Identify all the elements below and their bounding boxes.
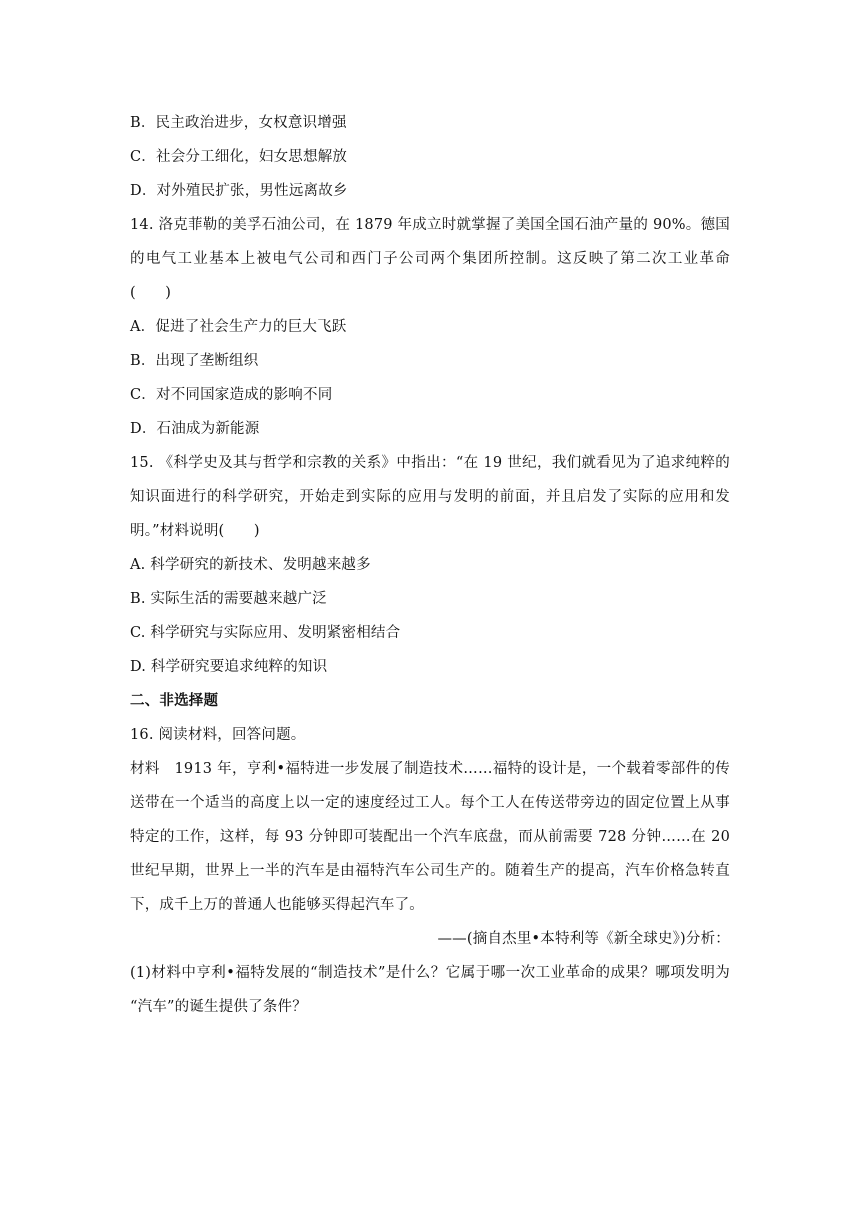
q13-option-b: B．民主政治进步，女权意识增强 (130, 115, 347, 131)
section-heading: 二、非选择题 (130, 693, 219, 709)
q16-source: ——(摘自杰里•本特利等《新全球史》)分析： (437, 931, 730, 947)
q14-stem-line-2: 的电气工业基本上被电气公司和西门子公司两个集团所控制。这反映了第二次工业革命 (130, 251, 730, 267)
q15-option-a: A. 科学研究的新技术、发明越来越多 (130, 557, 371, 573)
q14-option-b: B．出现了垄断组织 (130, 353, 259, 369)
q15-option-d: D. 科学研究要追求纯粹的知识 (130, 659, 328, 675)
q13-option-c: C．社会分工细化，妇女思想解放 (130, 149, 348, 165)
q16-material-line-1: 材料 1913 年，亨利•福特进一步发展了制造技术……福特的设计是，一个载着零部件的传 (130, 761, 730, 777)
q16-subquestion-1-line-2: “汽车”的诞生提供了条件？ (130, 999, 307, 1015)
q13-option-d: D．对外殖民扩张，男性远离故乡 (130, 183, 348, 199)
q16-subquestion-1-line-1: (1)材料中亨利•福特发展的“制造技术”是什么？它属于哪一次工业革命的成果？哪项发明为 (130, 965, 730, 981)
q15-stem-line-1: 15. 《科学史及其与哲学和宗教的关系》中指出：“在 19 世纪，我们就看见为了追求纯粹的 (130, 455, 730, 471)
q14-option-d: D．石油成为新能源 (130, 421, 260, 437)
q16-stem: 16. 阅读材料，回答问题。 (130, 727, 306, 743)
q14-option-a: A．促进了社会生产力的巨大飞跃 (130, 319, 347, 335)
q15-option-c: C. 科学研究与实际应用、发明紧密相结合 (130, 625, 401, 641)
document-content (130, 106, 730, 1024)
q15-stem-line-2: 知识面进行的科学研究，开始走到实际的应用与发明的前面，并且启发了实际的应用和发 (130, 489, 730, 505)
q16-material-line-5: 下，成千上万的普通人也能够买得起汽车了。 (130, 897, 424, 913)
q14-option-c: C．对不同国家造成的影响不同 (130, 387, 333, 403)
q16-material-line-2: 送带在一个适当的高度上以一定的速度经过工人。每个工人在传送带旁边的固定位置上从事 (130, 795, 730, 811)
q15-option-b: B. 实际生活的需要越来越广泛 (130, 591, 327, 607)
q16-material-line-4: 世纪早期，世界上一半的汽车是由福特汽车公司生产的。随着生产的提高，汽车价格急转直 (130, 863, 730, 879)
q14-stem-line-1: 14. 洛克菲勒的美孚石油公司，在 1879 年成立时就掌握了美国全国石油产量的 90%。德国 (130, 217, 730, 233)
q16-material-line-3: 特定的工作，这样，每 93 分钟即可装配出一个汽车底盘，而从前需要 728 分钟……在 20 (130, 829, 730, 845)
q14-answer-blank: ( ) (130, 285, 172, 301)
q15-stem-line-3: 明。”材料说明( ) (130, 523, 260, 539)
